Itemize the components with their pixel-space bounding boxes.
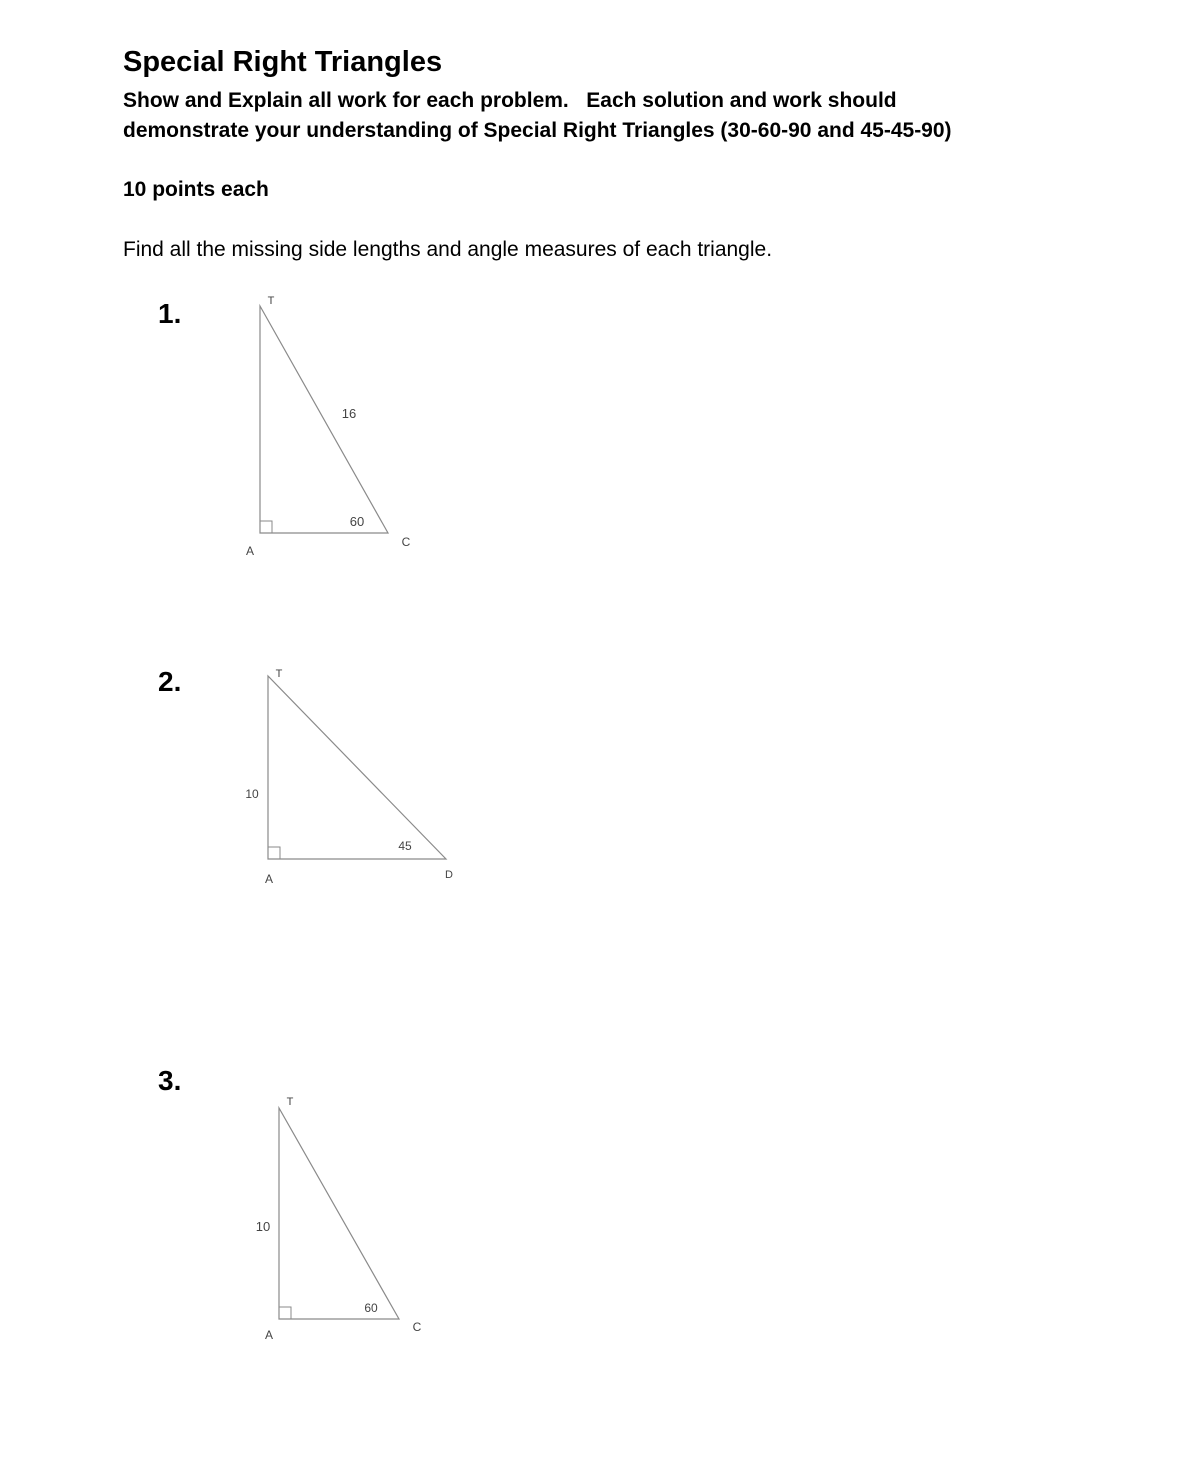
problem-1-side-label: 16 <box>341 406 357 421</box>
problem-2-vertex-t: T <box>275 668 283 680</box>
problem-1-vertex-c: C <box>401 535 411 549</box>
problem-3-vertex-a: A <box>264 1328 274 1342</box>
worksheet-title: Special Right Triangles <box>123 46 443 78</box>
problem-1-right-angle-marker <box>260 521 272 533</box>
problem-3-right-angle-marker <box>279 1307 291 1319</box>
problem-1-number: 1. <box>158 298 182 329</box>
instructions <box>123 86 952 146</box>
instructions-line-2: demonstrate your understanding of Special Right Triangles (30-60-90 and 45-45-90) <box>123 119 952 142</box>
points-note: 10 points each <box>123 178 269 201</box>
problem-2-number: 2. <box>158 666 182 697</box>
problem-2-angle-label: 45 <box>398 839 412 853</box>
problem-1-triangle <box>260 306 388 533</box>
problem-2-right-angle-marker <box>268 847 280 859</box>
problem-2-vertex-d: D <box>445 869 453 881</box>
directions: Find all the missing side lengths and angle measures of each triangle. <box>123 238 773 261</box>
problem-3-angle-label: 60 <box>364 1301 378 1315</box>
instructions-line-1: Show and Explain all work for each problem. Each solution and work should <box>123 89 897 112</box>
problem-2-side-label: 10 <box>245 787 259 801</box>
problem-2-triangle-figure <box>230 660 470 900</box>
problem-3-side-label: 10 <box>255 1219 271 1234</box>
problem-3-vertex-c: C <box>412 1320 422 1334</box>
problem-3-number: 3. <box>158 1065 182 1096</box>
problem-3-triangle-figure <box>240 1085 440 1355</box>
problem-1-angle-label: 60 <box>349 514 365 529</box>
problem-1-vertex-t: T <box>267 295 275 307</box>
problem-1-triangle-figure <box>230 290 430 570</box>
problem-3-triangle <box>279 1108 399 1319</box>
problem-1-vertex-a: A <box>245 544 255 558</box>
problem-2-vertex-a: A <box>264 872 274 886</box>
problem-3-vertex-t: T <box>286 1096 294 1108</box>
problem-2-triangle <box>268 676 446 859</box>
